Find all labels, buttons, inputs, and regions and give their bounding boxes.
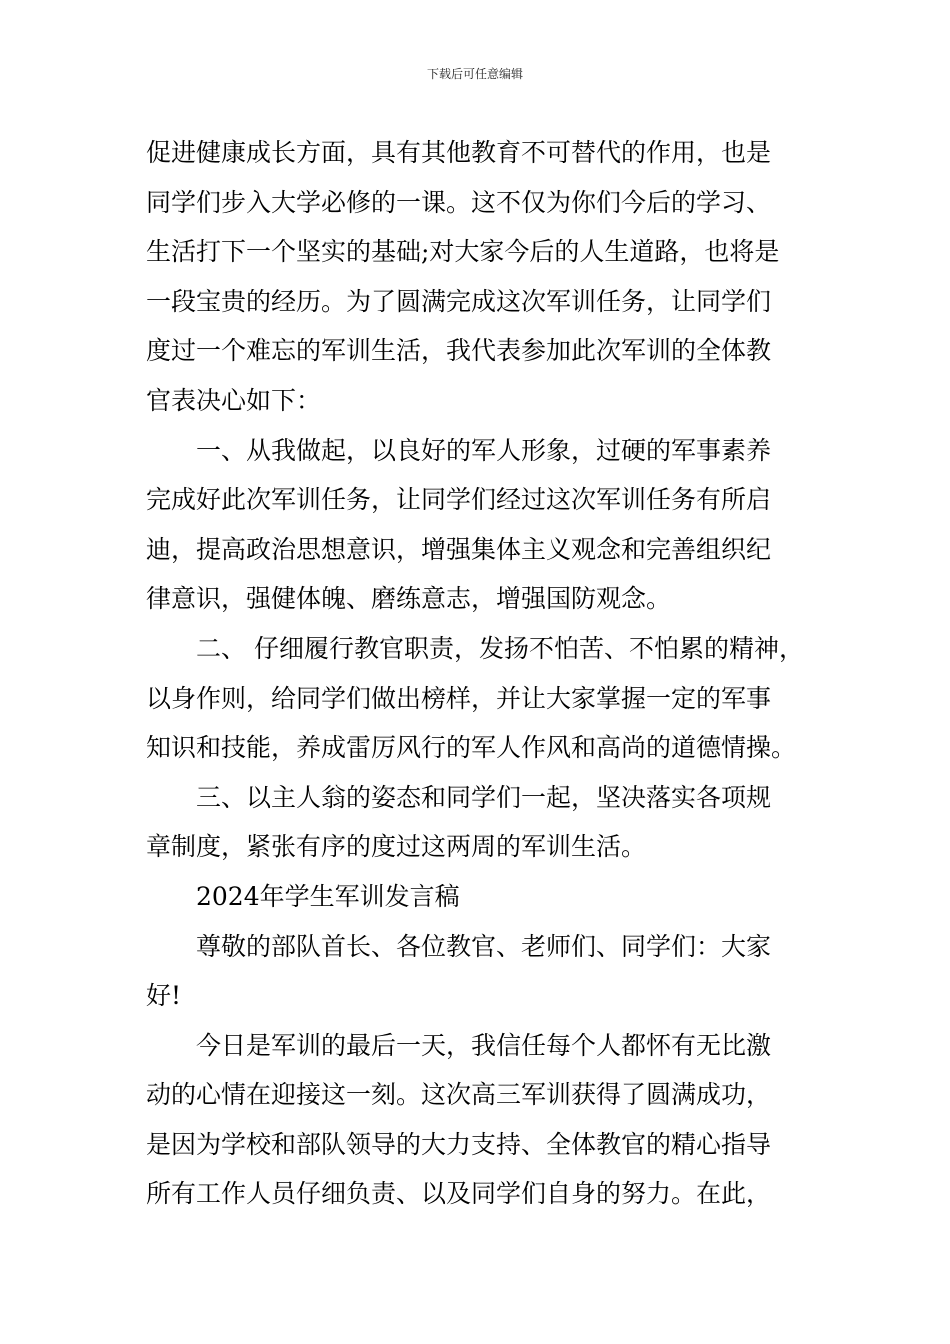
text-line: 章制度，紧张有序的度过这两周的军训生活。 xyxy=(146,832,647,862)
page-header: 下载后可任意编辑 xyxy=(426,67,523,81)
text-line: 所有工作人员仔细负责、以及同学们自身的努力。在此， xyxy=(146,1179,772,1209)
text-line: 今日是军训的最后一天，我信任每个人都怀有无比激 xyxy=(196,1030,772,1060)
text-line: 度过一个难忘的军训生活，我代表参加此次军训的全体教 xyxy=(146,336,772,366)
text-line: 知识和技能，养成雷厉风行的军人作风和高尚的道德情操。 xyxy=(146,733,797,763)
text-line: 好! xyxy=(146,981,182,1011)
text-line: 二、 仔细履行教官职责，发扬不怕苦、不怕累的精神， xyxy=(196,633,804,663)
text-line: 2024年学生军训发言稿 xyxy=(196,881,460,911)
text-line: 同学们步入大学必修的一课。这不仅为你们今后的学习、 xyxy=(146,187,772,217)
text-line: 尊敬的部队首长、各位教官、老师们、同学们：大家 xyxy=(196,931,772,961)
text-line: 迪，提高政治思想意识，增强集体主义观念和完善组织纪 xyxy=(146,534,772,564)
text-line: 是因为学校和部队领导的大力支持、全体教官的精心指导 xyxy=(146,1129,772,1159)
text-line: 一、从我做起，以良好的军人形象，过硬的军事素养 xyxy=(196,435,772,465)
document-body xyxy=(146,128,808,1219)
text-line: 律意识，强健体魄、磨练意志，增强国防观念。 xyxy=(146,584,672,614)
text-line: 促进健康成长方面，具有其他教育不可替代的作用，也是 xyxy=(146,138,772,167)
text-line: 生活打下一个坚实的基础;对大家今后的人生道路，也将是 xyxy=(146,237,780,267)
text-line: 完成好此次军训任务，让同学们经过这次军训任务有所启 xyxy=(146,485,772,515)
text-line: 一段宝贵的经历。为了圆满完成这次军训任务，让同学们 xyxy=(146,286,772,316)
text-line: 官表决心如下： xyxy=(146,385,322,415)
text-line: 动的心情在迎接这一刻。这次高三军训获得了圆满成功， xyxy=(146,1080,772,1110)
text-line: 以身作则，给同学们做出榜样，并让大家掌握一定的军事 xyxy=(146,683,772,713)
text-line: 三、以主人翁的姿态和同学们一起，坚决落实各项规 xyxy=(196,782,772,812)
